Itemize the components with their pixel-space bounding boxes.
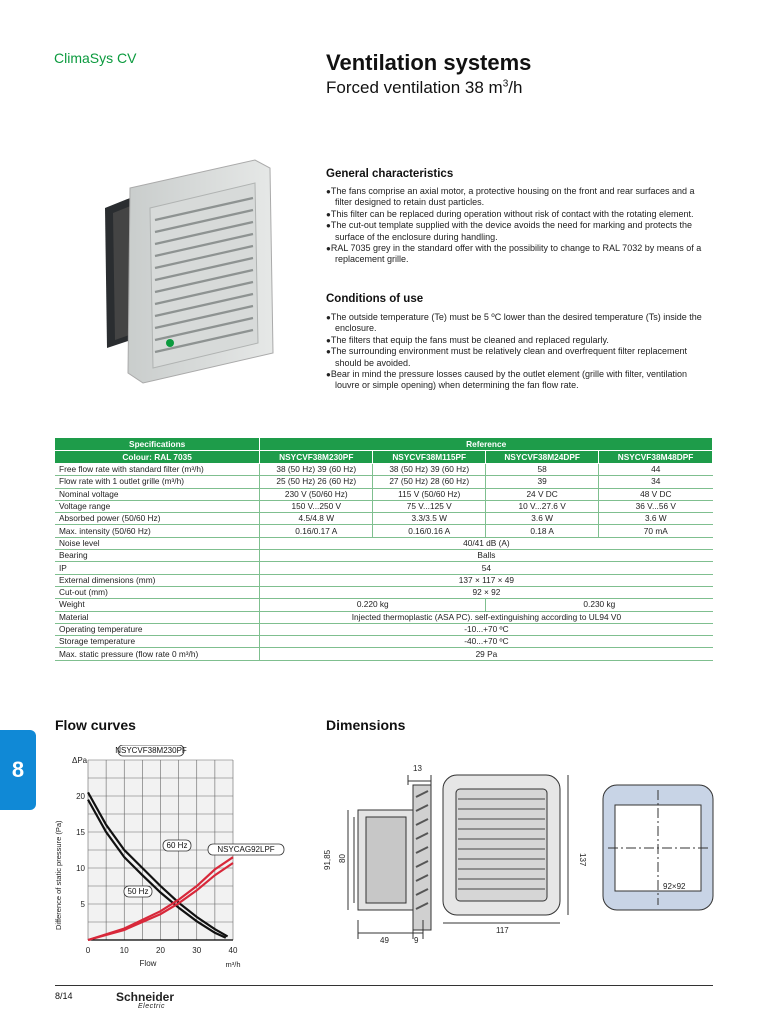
subtitle-suffix: /h [508, 78, 523, 97]
subtitle-text: Forced ventilation 38 m [326, 78, 503, 97]
y-top-label: ΔPa [72, 756, 88, 765]
cell: 75 V...125 V [373, 500, 486, 512]
cell: 38 (50 Hz) 39 (60 Hz) [373, 464, 486, 476]
table-row [55, 476, 713, 488]
x-tick-label: 0 [85, 946, 91, 955]
cell: -40...+70 ºC [260, 636, 713, 648]
y-tick-label: 20 [76, 792, 85, 801]
table-row [55, 464, 713, 476]
subtitle-sup: 3 [502, 78, 509, 90]
cell: 24 V DC [486, 488, 599, 500]
page-number: 8/14 [55, 991, 73, 1001]
general-heading: General characteristics [326, 168, 454, 180]
cell: 3.3/3.5 W [373, 513, 486, 525]
dimensions-drawing [318, 755, 718, 945]
row-label: Cut-out (mm) [55, 586, 260, 598]
page-subtitle [326, 78, 522, 98]
y-tick-label: 5 [80, 900, 85, 909]
ref-header: NSYCVF38M115PF [373, 451, 486, 464]
list-item: ● The outside temperature (Te) must be 5 ºC lower than the desired temperature (Ts) inside the enclosure. [326, 312, 714, 335]
table-row [55, 574, 713, 586]
row-label: Max. static pressure (flow rate 0 m³/h) [55, 648, 260, 660]
dim-9: 9 [414, 936, 419, 945]
ref-header: NSYCVF38M48DPF [599, 451, 713, 464]
list-item: ● The cut-out template supplied with the device avoids the need for marking and protects the surface of the enclosure during handling. [326, 220, 714, 243]
table-header-row [55, 451, 713, 464]
flow-chart [48, 745, 288, 967]
x-tick-label: 20 [156, 946, 165, 955]
cell: 27 (50 Hz) 28 (60 Hz) [373, 476, 486, 488]
row-label: Free flow rate with standard filter (m³/h) [55, 464, 260, 476]
table-row [55, 513, 713, 525]
row-label: Flow rate with 1 outlet grille (m³/h) [55, 476, 260, 488]
cell: 230 V (50/60 Hz) [260, 488, 373, 500]
row-label: Nominal voltage [55, 488, 260, 500]
series-label-grille: NSYCAG92LPF [217, 845, 275, 854]
cell: 3.6 W [486, 513, 599, 525]
x-tick-label: 40 [228, 946, 238, 955]
general-list [326, 186, 714, 266]
cell: 40/41 dB (A) [260, 537, 713, 549]
dim-137: 137 [578, 853, 587, 867]
cell: 0.220 kg [260, 599, 486, 611]
cell: 44 [599, 464, 713, 476]
row-label: Max. intensity (50/60 Hz) [55, 525, 260, 537]
front-view [443, 775, 568, 923]
x-tick-label: 10 [119, 946, 129, 955]
side-view [348, 775, 431, 939]
cell: 3.6 W [599, 513, 713, 525]
cell: 70 mA [599, 525, 713, 537]
dim-cutout: 92×92 [663, 882, 686, 891]
row-label: Bearing [55, 550, 260, 562]
schneider-logo: Schneider [116, 990, 175, 1004]
cell: Balls [260, 550, 713, 562]
list-item: ● The surrounding environment must be relatively clean and overfrequent filter replacement should be avoided. [326, 346, 714, 369]
cell: 58 [486, 464, 599, 476]
conditions-heading: Conditions of use [326, 293, 424, 305]
y-tick-label: 10 [76, 864, 85, 873]
row-label: Operating temperature [55, 623, 260, 635]
cell: 10 V...27.6 V [486, 500, 599, 512]
cell: 54 [260, 562, 713, 574]
cell: 29 Pa [260, 648, 713, 660]
dim-80: 80 [338, 854, 347, 863]
table-row [55, 611, 713, 623]
row-label: Storage temperature [55, 636, 260, 648]
list-item: ● RAL 7035 grey in the standard offer with the possibility to change to RAL 7032 by means of a replacement grille. [326, 243, 714, 266]
cutout-template [603, 785, 713, 910]
list-item: ● Bear in mind the pressure losses caused by the outlet element (grille with filter, ventilation louvre or simple opening) when determining the fan flow rate. [326, 369, 714, 392]
cell: 39 [486, 476, 599, 488]
flow-heading: Flow curves [55, 717, 136, 733]
dim-49: 49 [380, 936, 389, 945]
schneider-logo-sub: Electric [138, 1003, 165, 1010]
cell: 34 [599, 476, 713, 488]
list-item: ● The fans comprise an axial motor, a protective housing on the front and rear surfaces and a filter designed to retain dust particles. [326, 186, 714, 209]
table-row [55, 599, 713, 611]
dim-13: 13 [413, 764, 422, 773]
header-specifications: Specifications [55, 438, 260, 451]
cell: 115 V (50/60 Hz) [373, 488, 486, 500]
table-row [55, 586, 713, 598]
dimensions-heading: Dimensions [326, 717, 406, 733]
chapter-tab[interactable]: 8 [0, 730, 36, 810]
cell: 48 V DC [599, 488, 713, 500]
header-reference: Reference [260, 438, 713, 451]
header-colour: Colour: RAL 7035 [55, 451, 260, 464]
fan-product-image [95, 158, 280, 388]
table-row [55, 562, 713, 574]
cell: 4.5/4.8 W [260, 513, 373, 525]
page-title: Ventilation systems [326, 50, 532, 75]
cell: 25 (50 Hz) 26 (60 Hz) [260, 476, 373, 488]
row-label: Material [55, 611, 260, 623]
list-item: ● The filters that equip the fans must be cleaned and replaced regularly. [326, 335, 714, 346]
table-row [55, 636, 713, 648]
dim-117: 117 [496, 926, 509, 935]
table-header-row [55, 438, 713, 451]
dim-91-85: 91,85 [323, 849, 332, 870]
series-label-50hz: 50 Hz [127, 887, 149, 896]
table-row [55, 488, 713, 500]
cell: Injected thermoplastic (ASA PC). self-extinguishing according to UL94 V0 [260, 611, 713, 623]
x-unit-label: m³/h [225, 960, 241, 967]
table-row [55, 525, 713, 537]
row-label: Voltage range [55, 500, 260, 512]
series-label-60hz: 60 Hz [166, 841, 188, 850]
cell: 137 × 117 × 49 [260, 574, 713, 586]
cell: 92 × 92 [260, 586, 713, 598]
list-item: ● This filter can be replaced during operation without risk of contact with the rotating element. [326, 209, 714, 220]
cell: 36 V...56 V [599, 500, 713, 512]
cell: 0.18 A [486, 525, 599, 537]
cell: -10...+70 ºC [260, 623, 713, 635]
model-label: NSYCVF38M230PF [115, 746, 187, 755]
cell: 0.16/0.17 A [260, 525, 373, 537]
ref-header: NSYCVF38M24DPF [486, 451, 599, 464]
row-label: Weight [55, 599, 260, 611]
row-label: Absorbed power (50/60 Hz) [55, 513, 260, 525]
row-label: IP [55, 562, 260, 574]
cell: 150 V...250 V [260, 500, 373, 512]
conditions-list [326, 312, 714, 392]
cell: 0.230 kg [486, 599, 713, 611]
x-tick-label: 30 [192, 946, 202, 955]
cell: 0.16/0.16 A [373, 525, 486, 537]
brand-name: ClimaSys CV [54, 50, 137, 66]
y-tick-label: 15 [76, 828, 85, 837]
row-label: External dimensions (mm) [55, 574, 260, 586]
y-axis-label: Difference of static pressure (Pa) [54, 820, 63, 930]
table-row [55, 648, 713, 660]
x-axis-label: Flow [139, 959, 157, 967]
table-row [55, 537, 713, 549]
ref-header: NSYCVF38M230PF [260, 451, 373, 464]
table-row [55, 550, 713, 562]
cell: 38 (50 Hz) 39 (60 Hz) [260, 464, 373, 476]
table-row [55, 500, 713, 512]
table-row [55, 623, 713, 635]
row-label: Noise level [55, 537, 260, 549]
spec-table [55, 438, 713, 661]
footer-divider [55, 985, 713, 986]
